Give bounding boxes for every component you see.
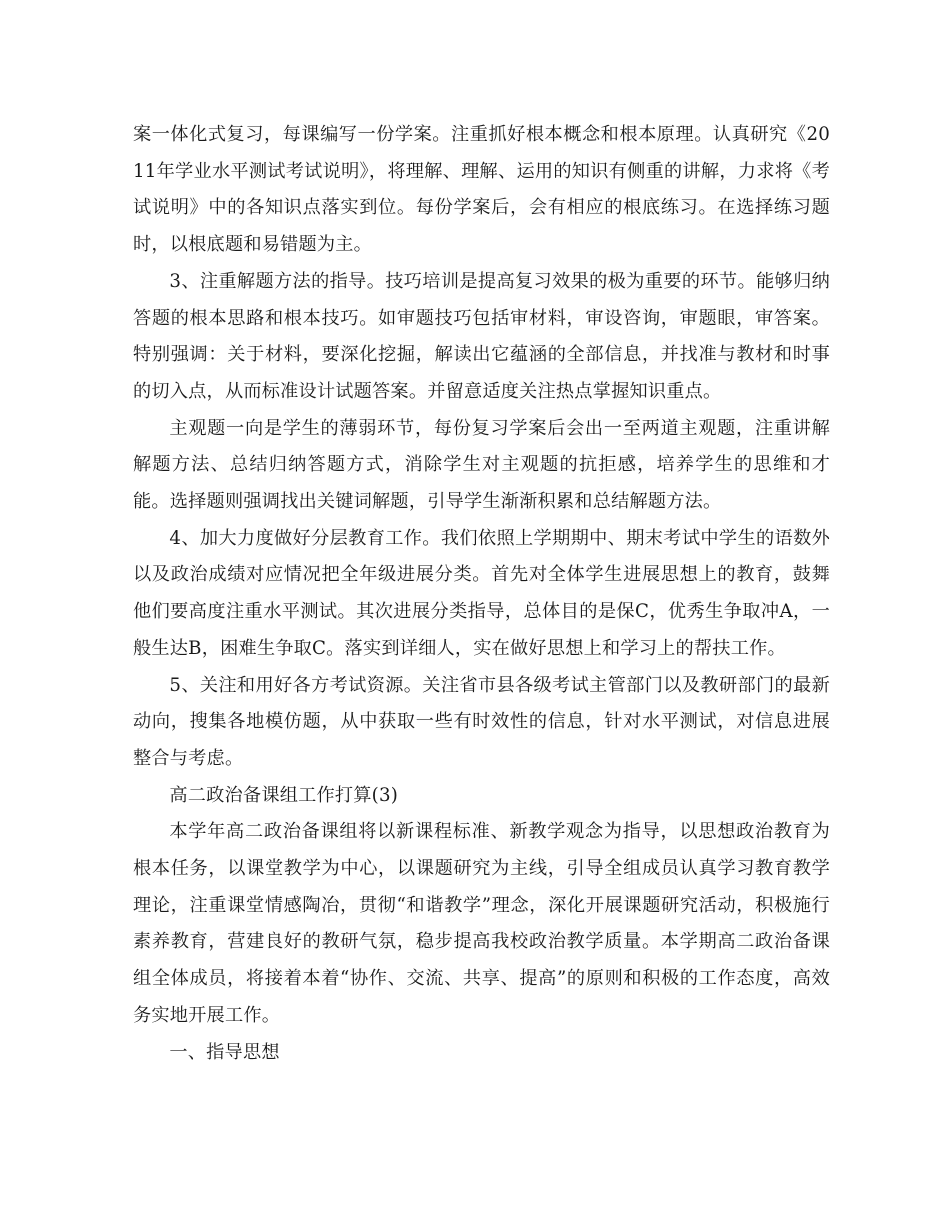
paragraph-method-guidance: 3、注重解题方法的指导。技巧培训是提高复习效果的极为重要的环节。能够归纳答题的根本思路和根本技巧。如审题技巧包括审材料，审设咨询，审题眼，审答案。特别强调：关于材料，要深化挖掘，解读出它蕴涵的全部信息，并找准与教材和时事的切入点，从而标准设计试题答案。并留意适度关注热点掌握知识重点。 bbox=[133, 270, 830, 402]
section-heading-plan-3: 高二政治备课组工作打算(3) bbox=[169, 784, 399, 806]
paragraph-exam-resources: 5、关注和用好各方考试资源。关注省市县各级考试主管部门以及教研部门的最新动向，搜集各地模仿题，从中获取一些有时效性的信息，针对水平测试，对信息进展整合与考虑。 bbox=[133, 674, 830, 769]
section-heading-guiding-ideology: 一、指导思想 bbox=[169, 1041, 280, 1063]
paragraph-tiered-education: 4、加大力度做好分层教育工作。我们依照上学期期中、期末考试中学生的语数外以及政治成绩对应情况把全年级进展分类。首先对全体学生进展思想上的教育，鼓舞他们要高度注重水平测试。其次进展分类指导，总体目的是保C，优秀生争取冲A，一般生达B，困难生争取C。落实到详细人，实在做好思想上和学习上的帮扶工作。 bbox=[133, 527, 830, 659]
paragraph-subjective-questions: 主观题一向是学生的薄弱环节，每份复习学案后会出一至两道主观题，注重讲解解题方法、总结归纳答题方式，消除学生对主观题的抗拒感，培养学生的思维和才能。选择题则强调找出关键词解题，引导学生渐渐积累和总结解题方法。 bbox=[133, 417, 830, 513]
paragraph-study-plan: 案一体化式复习，每课编写一份学案。注重抓好根本概念和根本原理。认真研究《2011年学业水平测试考试说明》，将理解、理解、运用的知识有侧重的讲解，力求将《考试说明》中的各知识点落实到位。每份学案后，会有相应的根底练习。在选择练习题时，以根底题和易错题为主。 bbox=[133, 124, 830, 256]
paragraph-annual-goals: 本学年高二政治备课组将以新课程标准、新教学观念为指导，以思想政治教育为根本任务，以课堂教学为中心，以课题研究为主线，引导全组成员认真学习教育教学理论，注重课堂情感陶冶，贯彻“和谐教学”理念，深化开展课题研究活动，积极施行素养教育，营建良好的教研气氛，稳步提高我校政治教学质量。本学期高二政治备课组全体成员，将接着本着“协作、交流、共享、提高”的原则和积极的工作态度，高效务实地开展工作。 bbox=[133, 821, 830, 1026]
